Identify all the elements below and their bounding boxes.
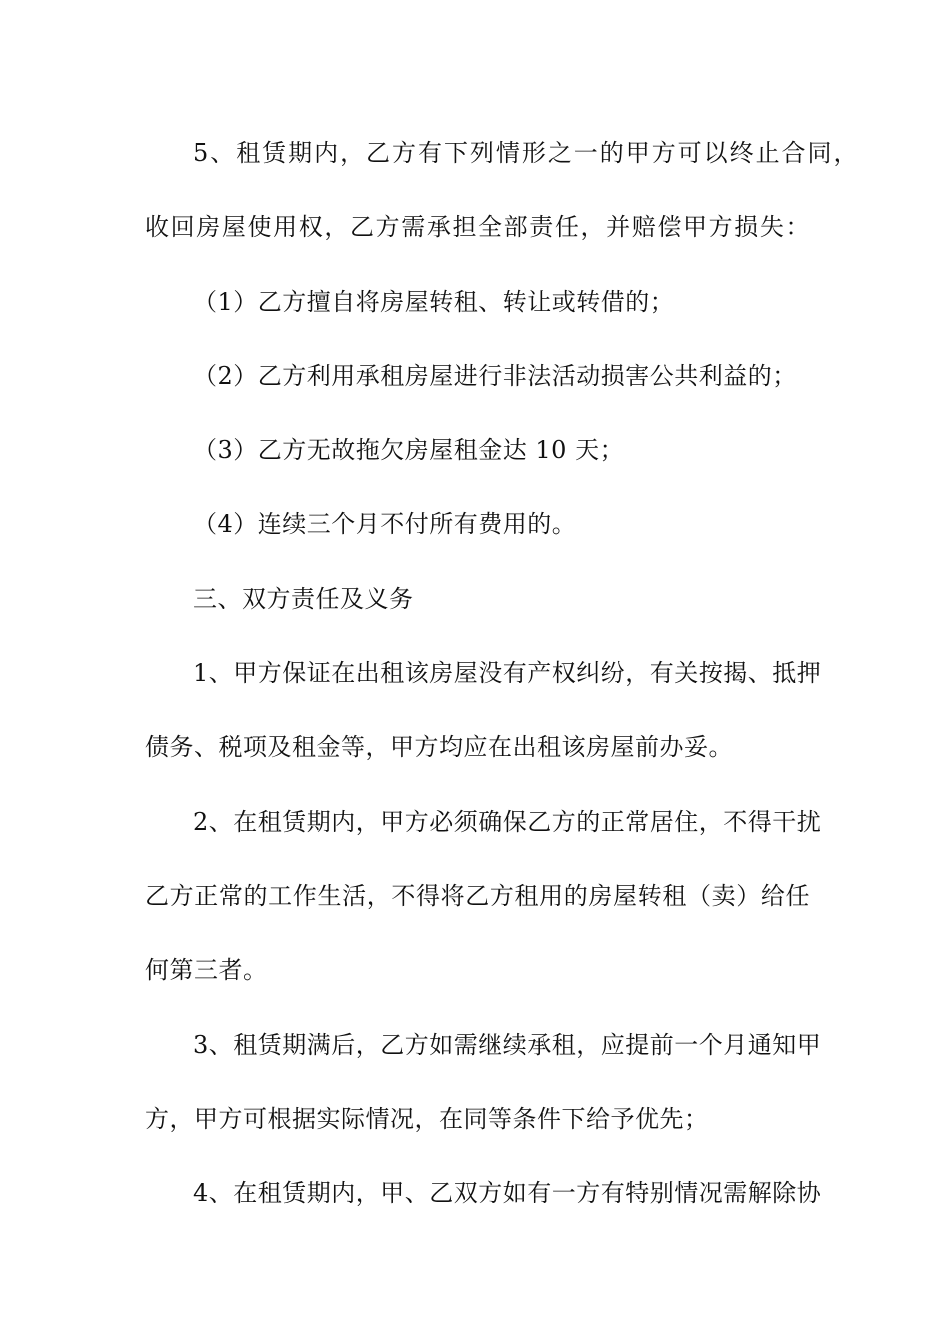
list-item: （3）乙方无故拖欠房屋租金达 10 天； [193, 436, 625, 464]
paragraph-line: 债务、税项及租金等，甲方均应在出租该房屋前办妥。 [145, 733, 733, 761]
paragraph-line: 5、租赁期内，乙方有下列情形之一的甲方可以终止合同， [193, 139, 858, 167]
paragraph-line: 2、在租赁期内，甲方必须确保乙方的正常居住，不得干扰 [193, 808, 822, 836]
list-item: （1）乙方擅自将房屋转租、转让或转借的； [193, 288, 675, 316]
paragraph-line: 3、租赁期满后，乙方如需继续承租，应提前一个月通知甲 [193, 1031, 822, 1059]
paragraph-line: 1、甲方保证在出租该房屋没有产权纠纷，有关按揭、抵押 [193, 659, 822, 687]
list-item: （2）乙方利用承租房屋进行非法活动损害公共利益的； [193, 362, 797, 390]
paragraph-line: 方，甲方可根据实际情况，在同等条件下给予优先； [145, 1105, 709, 1133]
paragraph-line: 何第三者。 [145, 956, 268, 984]
paragraph-line: 4、在租赁期内，甲、乙双方如有一方有特别情况需解除协 [193, 1179, 822, 1207]
section-heading: 三、双方责任及义务 [193, 585, 414, 613]
list-item: （4）连续三个月不付所有费用的。 [193, 510, 577, 538]
paragraph-line: 收回房屋使用权，乙方需承担全部责任，并赔偿甲方损失： [145, 213, 810, 241]
paragraph-line: 乙方正常的工作生活，不得将乙方租用的房屋转租（卖）给任 [145, 882, 810, 910]
